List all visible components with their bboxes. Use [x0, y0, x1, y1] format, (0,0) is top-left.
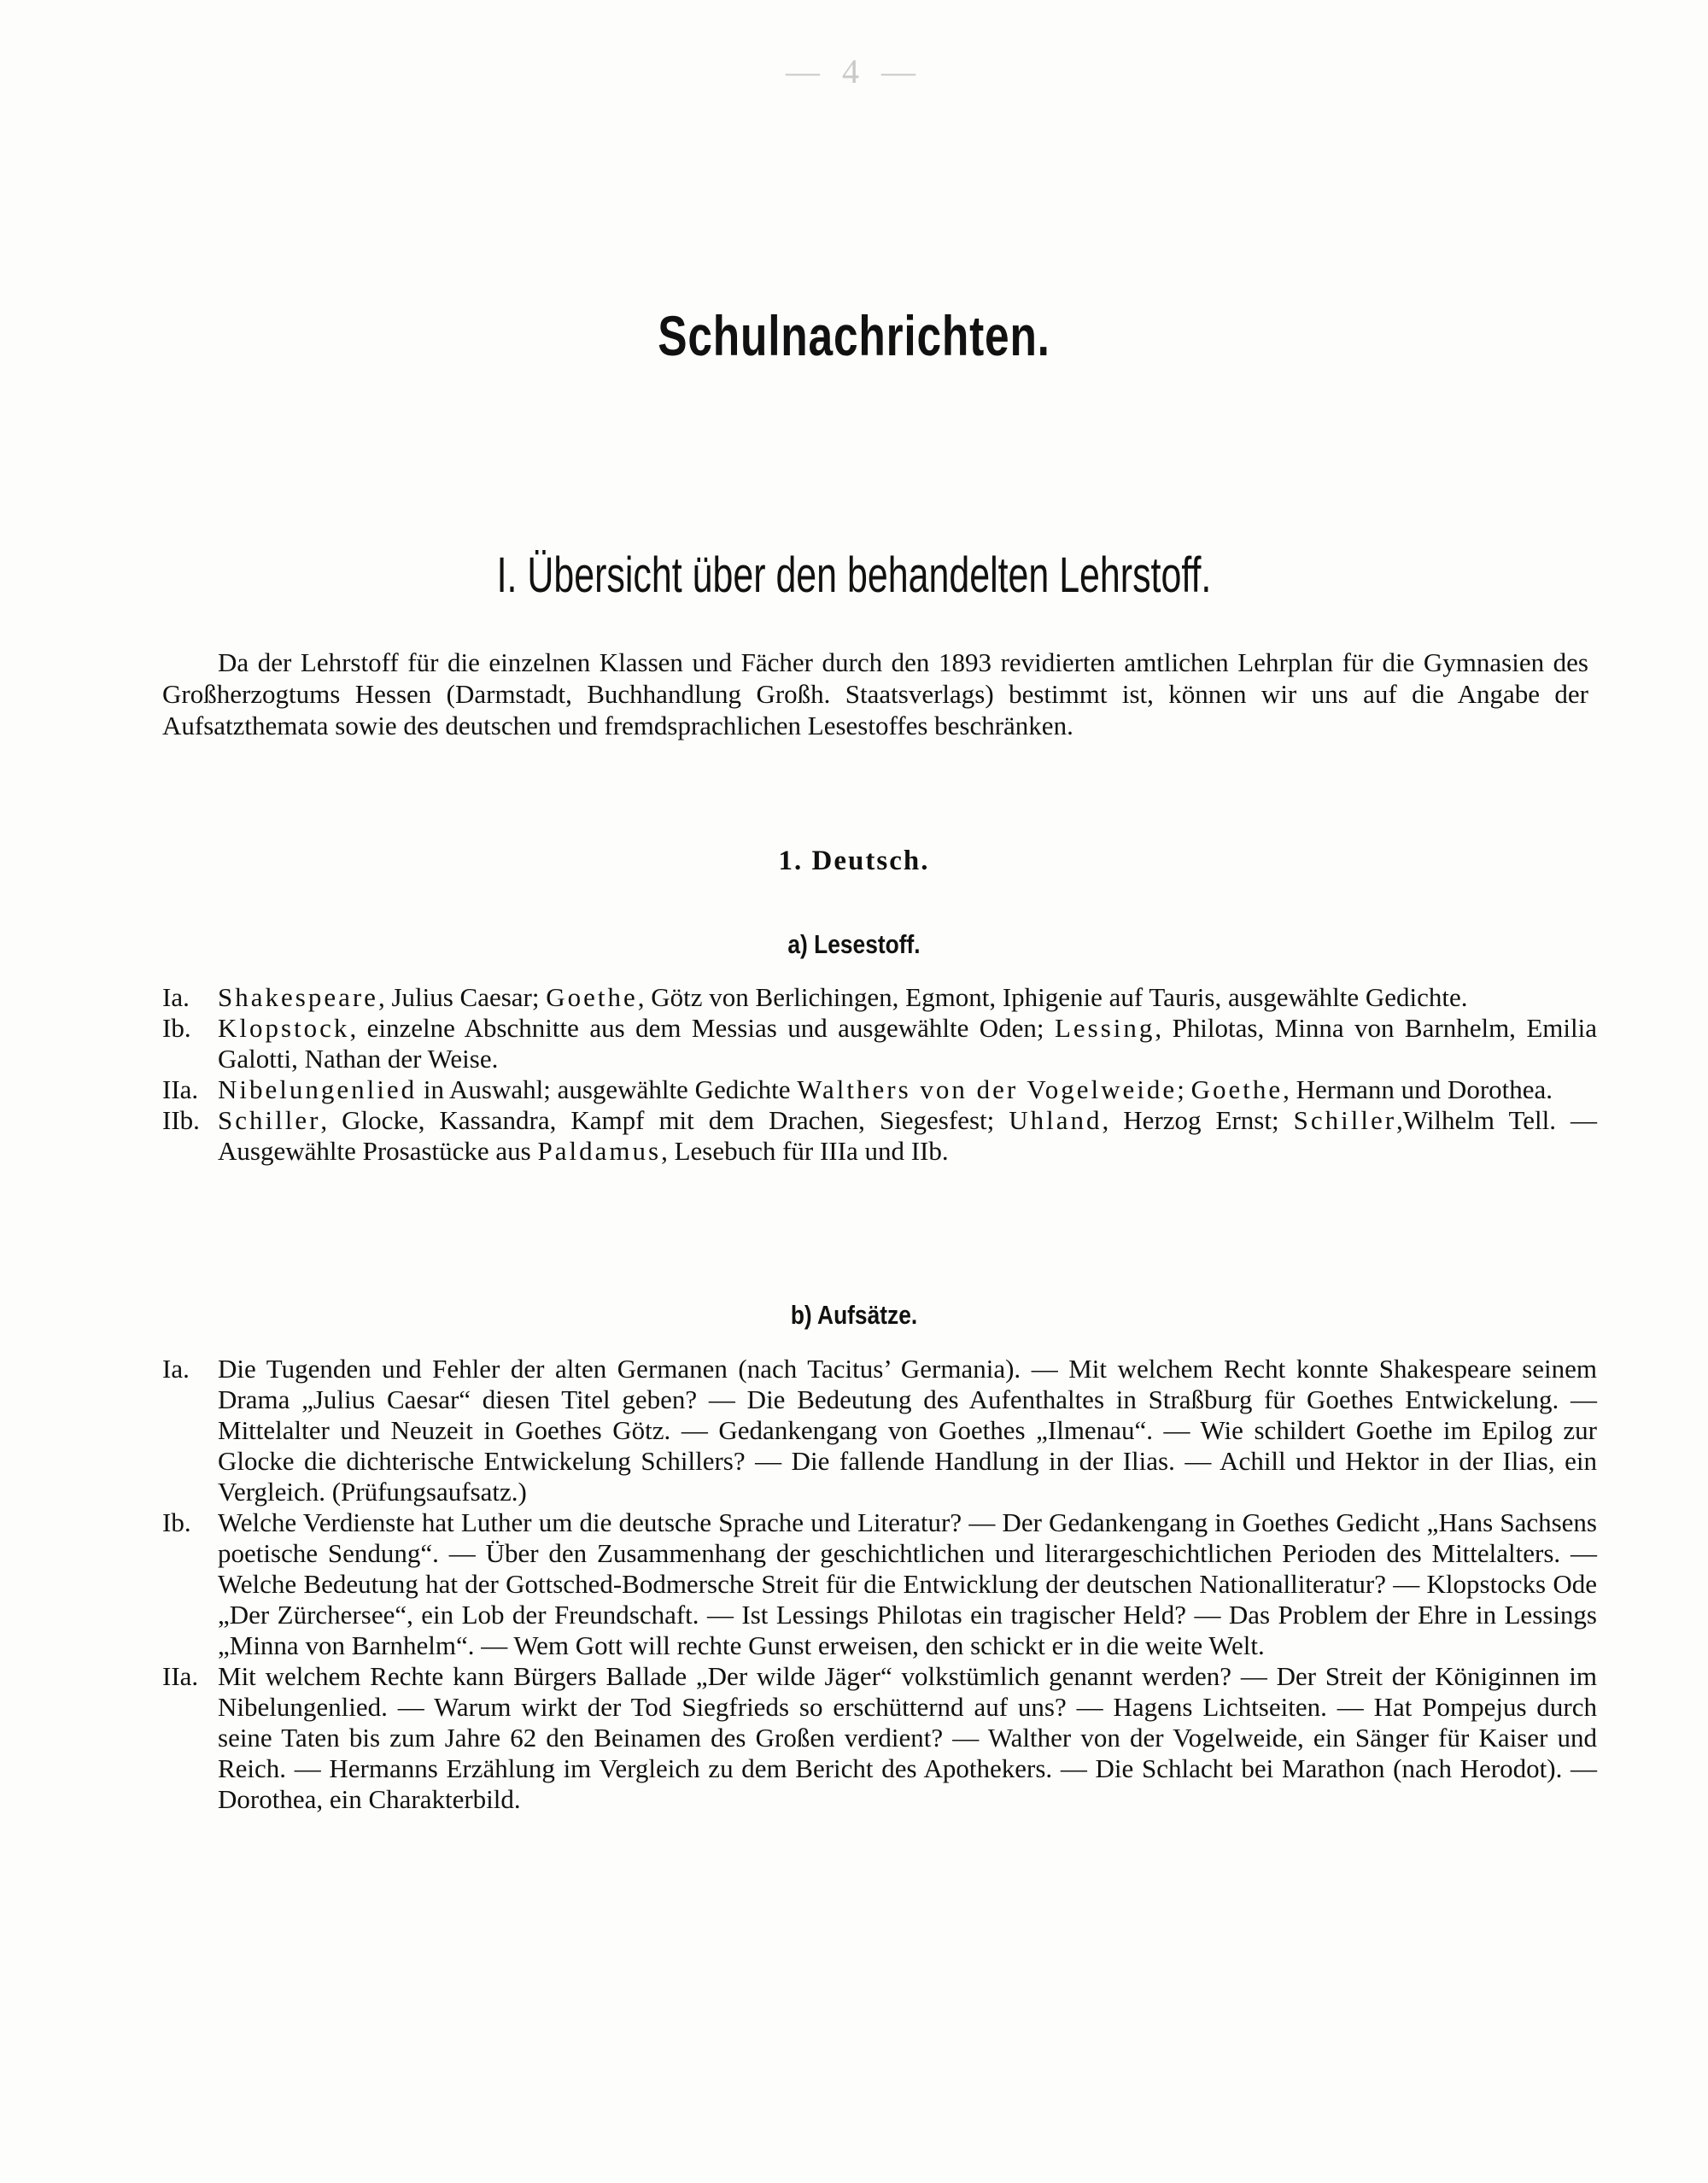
class-label: Ib.	[162, 1507, 191, 1537]
lesestoff-list	[162, 982, 1597, 1167]
class-label: IIb.	[162, 1105, 200, 1135]
list-item	[162, 1354, 1597, 1507]
subheading-lesestoff: a) Lesestoff.	[787, 929, 921, 959]
list-item-text: Mit welchem Rechte kann Bürgers Ballade „Der wilde Jäger“ volkstümlich genannt werden? — Der Streit der Königinnen im Nibelungenlied. — Warum wirkt der Tod Siegfrieds so erschütternd auf uns? — Hagens Lichtseiten. — Hat Pompejus durch seine Taten bis zum Jahre 62 den Beinamen des Großen verdient? — Walther von der Vogelweide, ein Sänger für Kaiser und Reich. — Hermanns Erzählung im Vergleich zu dem Bericht des Apothekers. — Die Schlacht bei Marathon (nach Herodot). — Dorothea, ein Charakterbild.	[218, 1661, 1597, 1814]
list-item-text: Welche Verdienste hat Luther um die deutsche Sprache und Literatur? — Der Gedankengang in Goethes Gedicht „Hans Sachsens poetische Sendung“. — Über den Zusammenhang der geschichtlichen und literargeschichtlichen Perioden des Mittelalters. — Welche Bedeutung hat der Gottsched-Bodmersche Streit für die Entwicklung der deutschen Nationalliteratur? — Klopstocks Ode „Der Zürchersee“, ein Lob der Freundschaft. — Ist Lessings Philotas ein tragischer Held? — Das Problem der Ehre in Lessings „Minna von Barnhelm“. — Wem Gott will rechte Gunst erweisen, den schickt er in die weite Welt.	[218, 1507, 1597, 1660]
list-item-text: Nibelungenlied in Auswahl; ausgewählte Gedichte Walthers von der Vogelweide; Goethe, Hermann und Dorothea.	[218, 1074, 1553, 1104]
list-item-text: Klopstock, einzelne Abschnitte aus dem Messias und ausgewählte Oden; Lessing, Philotas, Minna von Barnhelm, Emilia Galotti, Nathan der Weise.	[218, 1013, 1598, 1074]
subject-heading-deutsch: 1. Deutsch.	[778, 846, 930, 876]
aufsaetze-list	[162, 1354, 1597, 1815]
list-item-text: Shakespeare, Julius Caesar; Goethe, Götz von Berlichingen, Egmont, Iphigenie auf Tauris, ausgewählte Gedichte.	[218, 982, 1468, 1012]
list-item	[162, 1074, 1597, 1105]
list-item-text: Schiller, Glocke, Kassandra, Kampf mit dem Drachen, Siegesfest; Uhland, Herzog Ernst; Schiller,Wilhelm Tell. — Ausgewählte Prosastücke aus Paldamus, Lesebuch für IIIa und IIb.	[218, 1105, 1597, 1166]
list-item	[162, 1013, 1597, 1074]
class-label: Ib.	[162, 1013, 191, 1043]
page-title: Schulnachrichten.	[658, 304, 1050, 367]
list-item	[162, 1507, 1597, 1661]
list-item	[162, 982, 1597, 1013]
class-label: IIa.	[162, 1074, 199, 1104]
intro-paragraph: Da der Lehrstoff für die einzelnen Klassen und Fächer durch den 1893 revidierten amtlichen Lehrplan für die Gymnasien des Großherzogtums Hessen (Darmstadt, Buchhandlung Großh. Staatsverlags) bestimmt ist, können wir uns auf die Angabe der Aufsatzthemata sowie des deutschen und fremdsprachlichen Lesestoffes beschränken.	[162, 647, 1588, 740]
section-heading: I. Übersicht über den behandelten Lehrstoff.	[496, 547, 1212, 603]
list-item	[162, 1661, 1597, 1815]
list-item-text: Die Tugenden und Fehler der alten Germanen (nach Tacitus’ Germania). — Mit welchem Recht konnte Shakespeare seinem Drama „Julius Caesar“ diesen Titel geben? — Die Bedeutung des Aufenthaltes in Straßburg für Goethes Entwickelung. — Mittelalter und Neuzeit in Goethes Götz. — Gedankengang von Goethes „Ilmenau“. — Wie schildert Goethe im Epilog zur Glocke die dichterische Entwickelung Schillers? — Die fallende Handlung in der Ilias. — Achill und Hektor in der Ilias, ein Vergleich. (Prüfungsaufsatz.)	[218, 1354, 1597, 1507]
class-label: Ia.	[162, 1354, 190, 1384]
page-number: — 4 —	[786, 52, 922, 91]
list-item	[162, 1105, 1597, 1167]
subheading-aufsaetze: b) Aufsätze.	[790, 1300, 918, 1330]
class-label: IIa.	[162, 1661, 199, 1691]
class-label: Ia.	[162, 982, 190, 1012]
